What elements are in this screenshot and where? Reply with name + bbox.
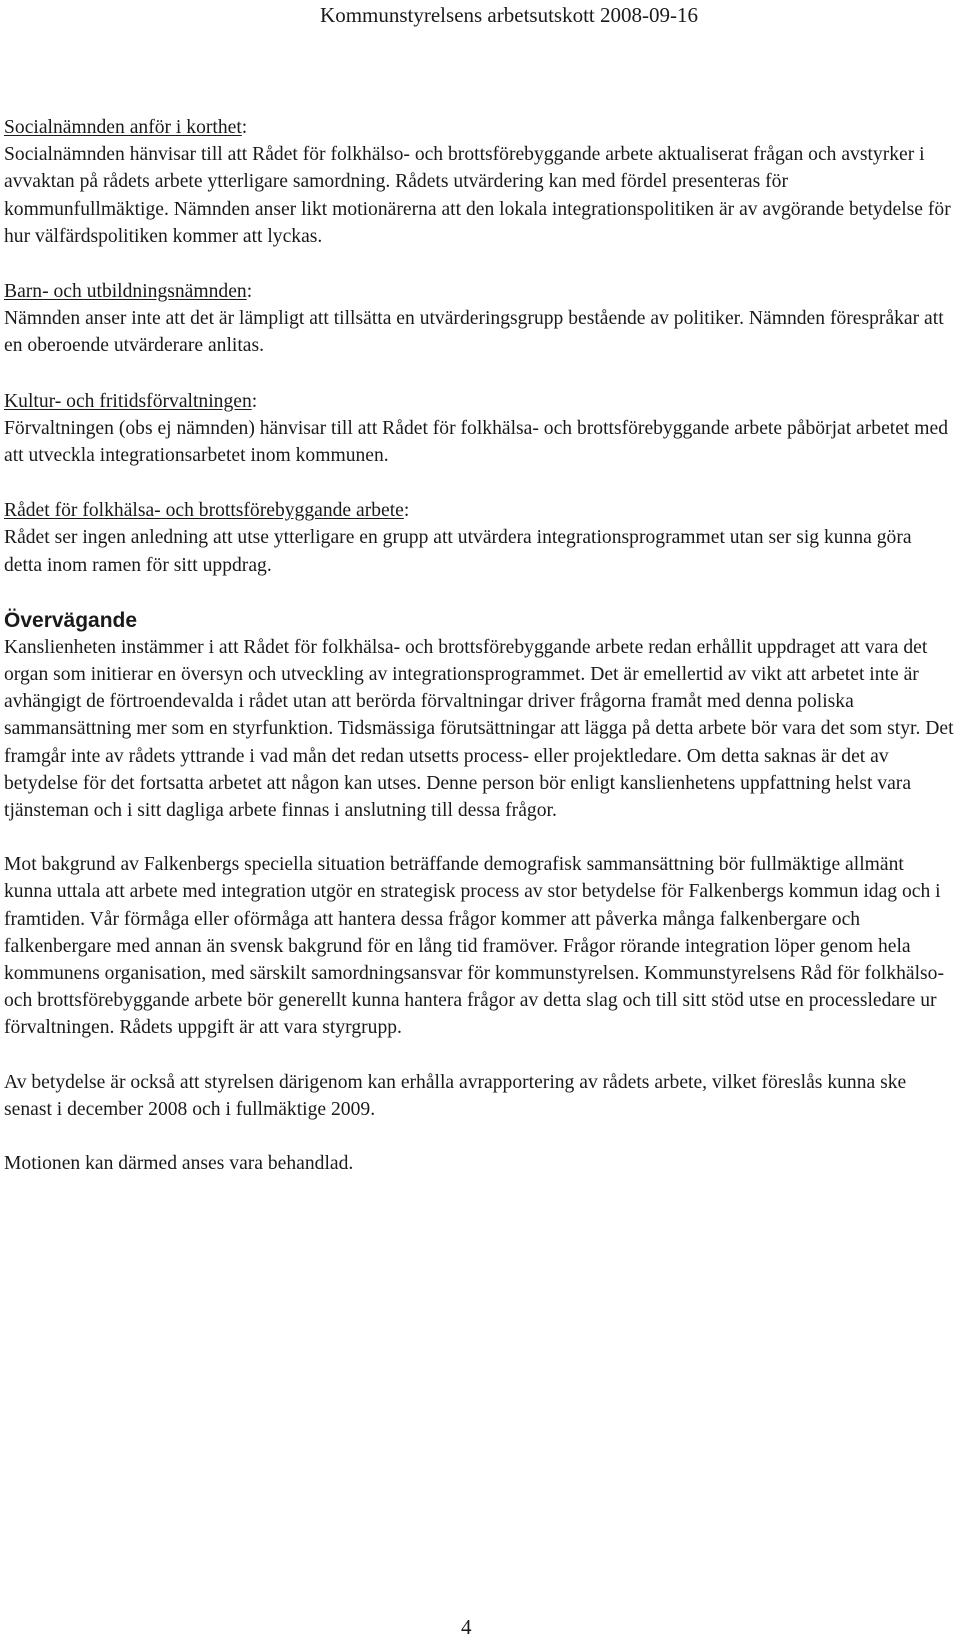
section-label: Kultur- och fritidsförvaltningen — [4, 390, 252, 412]
section-label: Barn- och utbildningsnämnden — [4, 281, 247, 303]
body-paragraph: Mot bakgrund av Falkenbergs speciella situation beträffande demografisk sammansättning bör fullmäktige allmänt kunna uttala att arbete med integration utgör en strategisk process av stor betydelse för Falkenbergs kommun idag och i framtiden. Vår förmåga eller oförmåga att hantera dessa frågor kommer att påverka många falkenbergare och falkenbergare med annan än svensk bakgrund för en lång tid framöver. Frågor rörande integration löper genom hela kommunens organisation, med särskilt samordningsansvar för kommunstyrelsen. Kommunstyrelsens Råd för folkhälso- och brottsförebyggande arbete bör generellt kunna hantera frågor av detta slag och till sitt stöd utse en processledare ur förvaltningen. Rådets uppgift är att vara styrgrupp. — [4, 854, 945, 1039]
section-text: Nämnden anser inte att det är lämpligt att tillsätta en utvärderingsgrupp bestående av politiker. Nämnden förespråkar att en oberoende utvärderare anlitas. — [4, 308, 944, 357]
section-kultur-och-fritid — [4, 388, 954, 470]
body-paragraph: Motionen kan därmed anses vara behandlad. — [4, 1153, 354, 1175]
overvagande-heading: Övervägande — [4, 608, 138, 632]
running-header: Kommunstyrelsens arbetsutskott 2008-09-16 — [320, 3, 698, 27]
label-colon: : — [251, 390, 258, 412]
label-colon: : — [403, 500, 410, 522]
section-text: Socialnämnden hänvisar till att Rådet för folkhälso- och brottsförebyggande arbete aktualiserat frågan och avstyrker i avvaktan på rådets arbete ytterligare samordning. Rådets utvärdering kan med fördel presenteras för kommunfullmäktige. Nämnden anser likt motionärerna att den lokala integrationspolitiken är av avgörande betydelse för hur välfärdspolitiken kommer att lyckas. — [4, 144, 951, 247]
section-radet — [4, 497, 954, 579]
body-paragraph: Kanslienheten instämmer i att Rådet för folkhälsa- och brottsförebyggande arbete redan erhållit uppdraget att vara det organ som initierar en översyn och utveckling av integrationsprogrammet. Det är emellertid av vikt att arbetet inte är avhängigt de förtroendevalda i rådet utan att berörda förvaltningar driver frågorna framåt med denna poliska sammansättning mer som en styrfunktion. Tidsmässiga förutsättningar att lägga på detta arbete bör vara det som styr. Det framgår inte av rådets yttrande i vad mån det redan utsetts process- eller projektledare. Om detta saknas är det av betydelse för det fortsatta arbetet att någon kan utses. Denne person bör enligt kanslienhetens uppfattning helst vara tjänsteman och i sitt dagliga arbete finnas i anslutning till dessa frågor. — [4, 636, 954, 822]
body-paragraph: Av betydelse är också att styrelsen därigenom kan erhålla avrapportering av rådets arbete, vilket föreslås kunna ske senast i december 2008 och i fullmäktige 2009. — [4, 1071, 907, 1120]
section-label: Rådet för folkhälsa- och brottsförebyggande arbete — [4, 500, 404, 522]
section-overvagande — [4, 607, 954, 1177]
section-text: Förvaltningen (obs ej nämnden) hänvisar till att Rådet för folkhälsa- och brottsförebyggande arbete påbörjat arbetet med att utveckla integrationsarbetet inom kommunen. — [4, 417, 948, 467]
page-number: 4 — [461, 1615, 472, 1639]
section-text: Rådet ser ingen anledning att utse ytterligare en grupp att utvärdera integrationsprogrammet utan ser sig kunna göra detta inom ramen för sitt uppdrag. — [4, 527, 912, 576]
label-colon: : — [241, 117, 248, 138]
section-barn-och-utbildning — [4, 278, 954, 360]
section-label: Socialnämnden anför i korthet — [4, 117, 242, 138]
label-colon: : — [246, 281, 253, 303]
section-socialnamnden — [4, 114, 954, 250]
document-body — [4, 114, 954, 1204]
